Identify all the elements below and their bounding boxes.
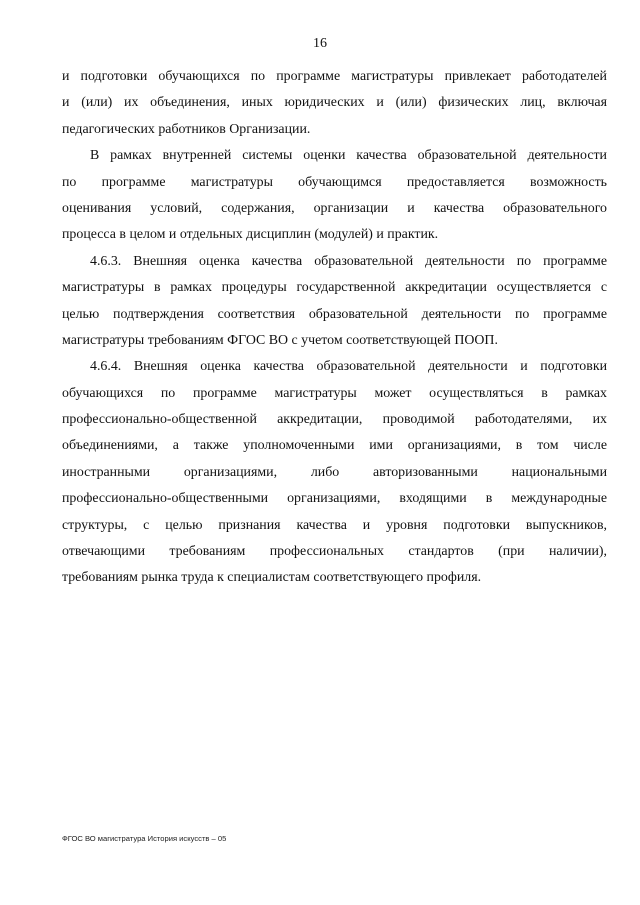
text-line: обучающихся по программе магистратуры может осуществляться в рамках bbox=[62, 385, 607, 401]
text-line: целью подтверждения соответствия образовательной деятельности по программе bbox=[62, 306, 607, 322]
text-line: 4.6.4. Внешняя оценка качества образовательной деятельности и подготовки bbox=[90, 359, 607, 375]
text-line: и (или) их объединения, иных юридических и (или) физических лиц, включая bbox=[62, 95, 607, 111]
text-line: педагогических работников Организации. bbox=[62, 121, 311, 137]
text-line: и подготовки обучающихся по программе магистратуры привлекает работодателей bbox=[62, 69, 607, 84]
paragraph-4-6-4 bbox=[62, 354, 607, 592]
text-line: магистратуры в рамках процедуры государственной аккредитации осуществляется с bbox=[62, 280, 607, 296]
text-line: требованиям рынка труда к специалистам соответствующего профиля. bbox=[62, 570, 482, 586]
text-line: иностранными организациями, либо авторизованными национальными bbox=[62, 464, 607, 480]
text-line: по программе магистратуры обучающимся предоставляется возможность bbox=[62, 174, 607, 190]
page-footer: ФГОС ВО магистратура История искусств – 05 bbox=[62, 834, 227, 843]
text-line: объединениями, а также уполномоченными ими организациями, в том числе bbox=[62, 438, 607, 454]
text-line: профессионально-общественной аккредитации, проводимой работодателями, их bbox=[62, 412, 607, 428]
text-line: магистратуры требованиям ФГОС ВО с учетом соответствующей ПООП. bbox=[62, 332, 498, 348]
paragraph-4-6-3 bbox=[62, 249, 607, 355]
text-line: профессионально-общественными организациями, входящими в международные bbox=[62, 491, 607, 507]
paragraph-internal-assessment bbox=[62, 143, 607, 249]
text-line: отвечающими требованиям профессиональных стандартов (при наличии), bbox=[62, 544, 607, 560]
body-text bbox=[62, 64, 607, 592]
text-line: В рамках внутренней системы оценки качества образовательной деятельности bbox=[90, 148, 607, 164]
page-number: 16 bbox=[313, 36, 327, 51]
paragraph-continuation bbox=[62, 64, 607, 143]
text-line: процесса в целом и отдельных дисциплин (модулей) и практик. bbox=[62, 227, 439, 243]
text-line: оценивания условий, содержания, организации и качества образовательного bbox=[62, 200, 607, 216]
text-line: структуры, с целью признания качества и уровня подготовки выпускников, bbox=[62, 517, 607, 533]
text-line: 4.6.3. Внешняя оценка качества образовательной деятельности по программе bbox=[90, 253, 607, 269]
